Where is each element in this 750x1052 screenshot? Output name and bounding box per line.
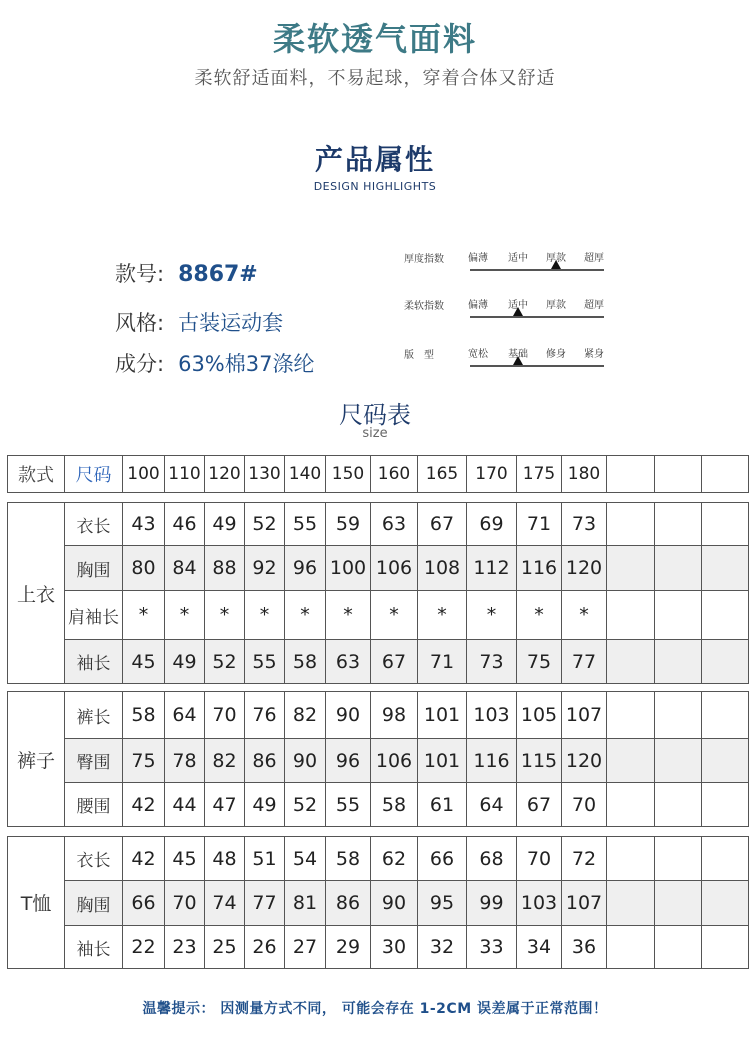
size-value-cell: 46 — [165, 503, 205, 546]
size-value-cell: 33 — [467, 926, 517, 969]
measurement-label: 臀围 — [65, 739, 123, 783]
size-value-cell — [702, 692, 749, 739]
composition-label: 成分: — [115, 352, 165, 376]
size-value-cell: 43 — [123, 503, 165, 546]
scale-label: 版 型 — [404, 350, 434, 361]
measurement-label: 衣长 — [65, 503, 123, 546]
size-value-cell: 27 — [285, 926, 326, 969]
size-header-cell: 140 — [285, 456, 326, 493]
size-header-cell: 175 — [517, 456, 562, 493]
scale-option: 紧身 — [584, 349, 604, 360]
size-header-cell — [702, 456, 749, 493]
size-header-cell: 180 — [562, 456, 607, 493]
scale-marker-icon — [551, 260, 561, 269]
scale-line — [470, 316, 604, 318]
size-value-cell: 49 — [165, 640, 205, 684]
size-value-cell — [702, 926, 749, 969]
size-value-cell: 59 — [326, 503, 371, 546]
size-value-cell: * — [245, 591, 285, 640]
size-value-cell: 76 — [245, 692, 285, 739]
size-value-cell: 30 — [371, 926, 418, 969]
size-value-cell: 45 — [165, 837, 205, 881]
scale-option: 适中 — [508, 300, 528, 311]
size-value-cell: 88 — [205, 546, 245, 591]
size-value-cell: 36 — [562, 926, 607, 969]
size-value-cell: 84 — [165, 546, 205, 591]
size-value-cell — [655, 546, 702, 591]
size-value-cell: 42 — [123, 783, 165, 827]
size-value-cell — [655, 881, 702, 926]
size-value-cell: 90 — [285, 739, 326, 783]
size-chart-title: 尺码表 — [339, 401, 411, 429]
measurement-label: 腰围 — [65, 783, 123, 827]
style-info — [115, 307, 283, 337]
table-row — [8, 591, 749, 640]
size-value-cell: 95 — [418, 881, 467, 926]
scale-option: 宽松 — [468, 349, 488, 360]
size-value-cell: 86 — [245, 739, 285, 783]
size-column-header: 尺码 — [65, 456, 123, 493]
size-value-cell: 106 — [371, 739, 418, 783]
size-value-cell — [655, 739, 702, 783]
size-value-cell: 71 — [418, 640, 467, 684]
hero-subtitle: 柔软舒适面料，不易起球，穿着合体又舒适 — [194, 68, 556, 89]
size-value-cell: 82 — [285, 692, 326, 739]
size-value-cell — [655, 692, 702, 739]
size-value-cell: 23 — [165, 926, 205, 969]
size-value-cell: 52 — [285, 783, 326, 827]
size-value-cell: 101 — [418, 739, 467, 783]
size-value-cell: 92 — [245, 546, 285, 591]
size-header-cell — [607, 456, 655, 493]
size-value-cell — [607, 881, 655, 926]
table-row — [8, 692, 749, 739]
size-value-cell: 58 — [285, 640, 326, 684]
size-group-table — [7, 691, 749, 827]
scale-line — [470, 269, 604, 271]
style-label: 风格: — [115, 311, 165, 335]
size-value-cell: 55 — [285, 503, 326, 546]
size-value-cell: 70 — [205, 692, 245, 739]
size-value-cell: 58 — [371, 783, 418, 827]
size-value-cell — [702, 783, 749, 827]
size-value-cell: 55 — [245, 640, 285, 684]
size-header-cell: 110 — [165, 456, 205, 493]
size-value-cell: 58 — [123, 692, 165, 739]
size-value-cell: 116 — [517, 546, 562, 591]
size-value-cell: 74 — [205, 881, 245, 926]
size-value-cell: 70 — [165, 881, 205, 926]
model-value: 8867# — [178, 262, 258, 287]
scale-option: 适中 — [508, 253, 528, 264]
size-value-cell — [607, 926, 655, 969]
size-value-cell: 51 — [245, 837, 285, 881]
size-value-cell: 69 — [467, 503, 517, 546]
size-value-cell: 64 — [467, 783, 517, 827]
style-column-header: 款式 — [8, 456, 65, 493]
size-value-cell: 116 — [467, 739, 517, 783]
size-group-table — [7, 836, 749, 969]
measurement-note: 温馨提示： 因测量方式不同， 可能会存在 1-2CM 误差属于正常范围！ — [142, 1001, 608, 1017]
size-value-cell: 90 — [371, 881, 418, 926]
scale-option: 基础 — [508, 349, 528, 360]
model-number — [115, 258, 258, 288]
size-chart-header — [7, 455, 749, 493]
size-value-cell: 96 — [285, 546, 326, 591]
size-value-cell: * — [371, 591, 418, 640]
model-label: 款号: — [115, 262, 165, 286]
size-value-cell: * — [326, 591, 371, 640]
size-value-cell: 58 — [326, 837, 371, 881]
style-value: 古装运动套 — [178, 311, 284, 335]
size-value-cell: 77 — [562, 640, 607, 684]
size-value-cell: 44 — [165, 783, 205, 827]
size-value-cell: 107 — [562, 881, 607, 926]
size-value-cell: 63 — [371, 503, 418, 546]
hero-title: 柔软透气面料 — [272, 20, 477, 58]
size-value-cell — [702, 881, 749, 926]
measurement-label: 胸围 — [65, 881, 123, 926]
size-value-cell: 73 — [467, 640, 517, 684]
table-row — [8, 503, 749, 546]
table-row — [8, 640, 749, 684]
size-value-cell: 68 — [467, 837, 517, 881]
size-value-cell: 72 — [562, 837, 607, 881]
size-value-cell: 52 — [245, 503, 285, 546]
size-value-cell: 75 — [517, 640, 562, 684]
size-value-cell: 55 — [326, 783, 371, 827]
size-value-cell: 67 — [371, 640, 418, 684]
size-header-cell: 150 — [326, 456, 371, 493]
scale-option: 超厚 — [584, 253, 604, 264]
size-value-cell: 62 — [371, 837, 418, 881]
size-value-cell: 70 — [562, 783, 607, 827]
size-value-cell: 73 — [562, 503, 607, 546]
size-value-cell: 66 — [123, 881, 165, 926]
size-value-cell — [607, 692, 655, 739]
size-value-cell: * — [165, 591, 205, 640]
size-value-cell: 77 — [245, 881, 285, 926]
size-value-cell: 90 — [326, 692, 371, 739]
size-value-cell — [702, 739, 749, 783]
size-value-cell: 54 — [285, 837, 326, 881]
size-value-cell — [655, 926, 702, 969]
scale-marker-icon — [513, 307, 523, 316]
size-value-cell: 49 — [205, 503, 245, 546]
size-value-cell: 42 — [123, 837, 165, 881]
size-value-cell — [607, 546, 655, 591]
scale-option: 修身 — [546, 349, 566, 360]
size-header-cell: 160 — [371, 456, 418, 493]
size-value-cell — [655, 837, 702, 881]
size-value-cell: 80 — [123, 546, 165, 591]
table-row — [8, 837, 749, 881]
size-value-cell: 103 — [467, 692, 517, 739]
attributes-subtitle: DESIGN HIGHLIGHTS — [313, 180, 437, 193]
size-value-cell: 96 — [326, 739, 371, 783]
scale-label: 柔软指数 — [404, 301, 444, 312]
measurement-label: 胸围 — [65, 546, 123, 591]
scale-marker-icon — [513, 356, 523, 365]
size-value-cell: 120 — [562, 546, 607, 591]
size-value-cell: 61 — [418, 783, 467, 827]
size-value-cell: 26 — [245, 926, 285, 969]
table-row — [8, 926, 749, 969]
size-value-cell — [607, 739, 655, 783]
measurement-label: 裤长 — [65, 692, 123, 739]
size-value-cell — [607, 640, 655, 684]
size-value-cell — [607, 783, 655, 827]
size-value-cell: 120 — [562, 739, 607, 783]
table-row — [8, 783, 749, 827]
size-value-cell: 48 — [205, 837, 245, 881]
size-value-cell: 107 — [562, 692, 607, 739]
size-value-cell: 22 — [123, 926, 165, 969]
size-value-cell: 101 — [418, 692, 467, 739]
size-group-label: 上衣 — [8, 503, 65, 684]
size-group-table — [7, 502, 749, 684]
size-header-cell: 170 — [467, 456, 517, 493]
scale-option: 偏薄 — [468, 300, 488, 311]
table-row — [8, 546, 749, 591]
size-value-cell — [702, 503, 749, 546]
size-value-cell: 82 — [205, 739, 245, 783]
size-value-cell: 49 — [245, 783, 285, 827]
size-group-label: 裤子 — [8, 692, 65, 827]
size-value-cell: 86 — [326, 881, 371, 926]
size-value-cell: 106 — [371, 546, 418, 591]
size-value-cell: 29 — [326, 926, 371, 969]
size-header-cell — [655, 456, 702, 493]
size-value-cell: 32 — [418, 926, 467, 969]
size-value-cell: 67 — [517, 783, 562, 827]
size-value-cell: 108 — [418, 546, 467, 591]
scale-option: 厚款 — [546, 253, 566, 264]
size-value-cell: 103 — [517, 881, 562, 926]
size-value-cell — [607, 837, 655, 881]
size-value-cell — [702, 837, 749, 881]
size-value-cell: * — [123, 591, 165, 640]
size-value-cell: 100 — [326, 546, 371, 591]
size-value-cell: 25 — [205, 926, 245, 969]
size-value-cell: 115 — [517, 739, 562, 783]
size-value-cell: 34 — [517, 926, 562, 969]
size-value-cell — [702, 546, 749, 591]
scale-option: 偏薄 — [468, 253, 488, 264]
size-value-cell: * — [517, 591, 562, 640]
size-value-cell: 99 — [467, 881, 517, 926]
measurement-label: 袖长 — [65, 640, 123, 684]
size-value-cell: 47 — [205, 783, 245, 827]
size-value-cell: 52 — [205, 640, 245, 684]
size-value-cell: * — [418, 591, 467, 640]
size-value-cell: 105 — [517, 692, 562, 739]
size-header-cell: 120 — [205, 456, 245, 493]
composition-info — [115, 348, 314, 378]
size-value-cell: * — [205, 591, 245, 640]
size-value-cell: 112 — [467, 546, 517, 591]
size-value-cell: * — [562, 591, 607, 640]
size-value-cell — [655, 640, 702, 684]
size-value-cell: * — [285, 591, 326, 640]
size-value-cell: * — [467, 591, 517, 640]
size-value-cell: 64 — [165, 692, 205, 739]
table-row — [8, 739, 749, 783]
size-header-cell: 165 — [418, 456, 467, 493]
size-value-cell — [607, 591, 655, 640]
scale-option: 厚款 — [546, 300, 566, 311]
size-value-cell: 75 — [123, 739, 165, 783]
size-value-cell: 63 — [326, 640, 371, 684]
size-chart-subtitle: size — [362, 426, 388, 441]
attributes-title: 产品属性 — [314, 143, 435, 176]
size-header-cell: 130 — [245, 456, 285, 493]
size-value-cell: 78 — [165, 739, 205, 783]
size-value-cell: 45 — [123, 640, 165, 684]
size-value-cell — [702, 640, 749, 684]
composition-value: 63%棉37涤纶 — [178, 352, 315, 376]
scale-label: 厚度指数 — [404, 254, 444, 265]
size-value-cell — [702, 591, 749, 640]
size-header-cell: 100 — [123, 456, 165, 493]
size-value-cell — [655, 591, 702, 640]
size-value-cell: 71 — [517, 503, 562, 546]
table-row — [8, 881, 749, 926]
size-value-cell: 67 — [418, 503, 467, 546]
scale-line — [470, 365, 604, 367]
size-value-cell: 70 — [517, 837, 562, 881]
size-value-cell: 81 — [285, 881, 326, 926]
measurement-label: 衣长 — [65, 837, 123, 881]
size-value-cell: 66 — [418, 837, 467, 881]
size-value-cell — [655, 783, 702, 827]
measurement-label: 肩袖长 — [65, 591, 123, 640]
size-value-cell — [655, 503, 702, 546]
size-value-cell — [607, 503, 655, 546]
scale-option: 超厚 — [584, 300, 604, 311]
size-value-cell: 98 — [371, 692, 418, 739]
size-group-label: T恤 — [8, 837, 65, 969]
measurement-label: 袖长 — [65, 926, 123, 969]
